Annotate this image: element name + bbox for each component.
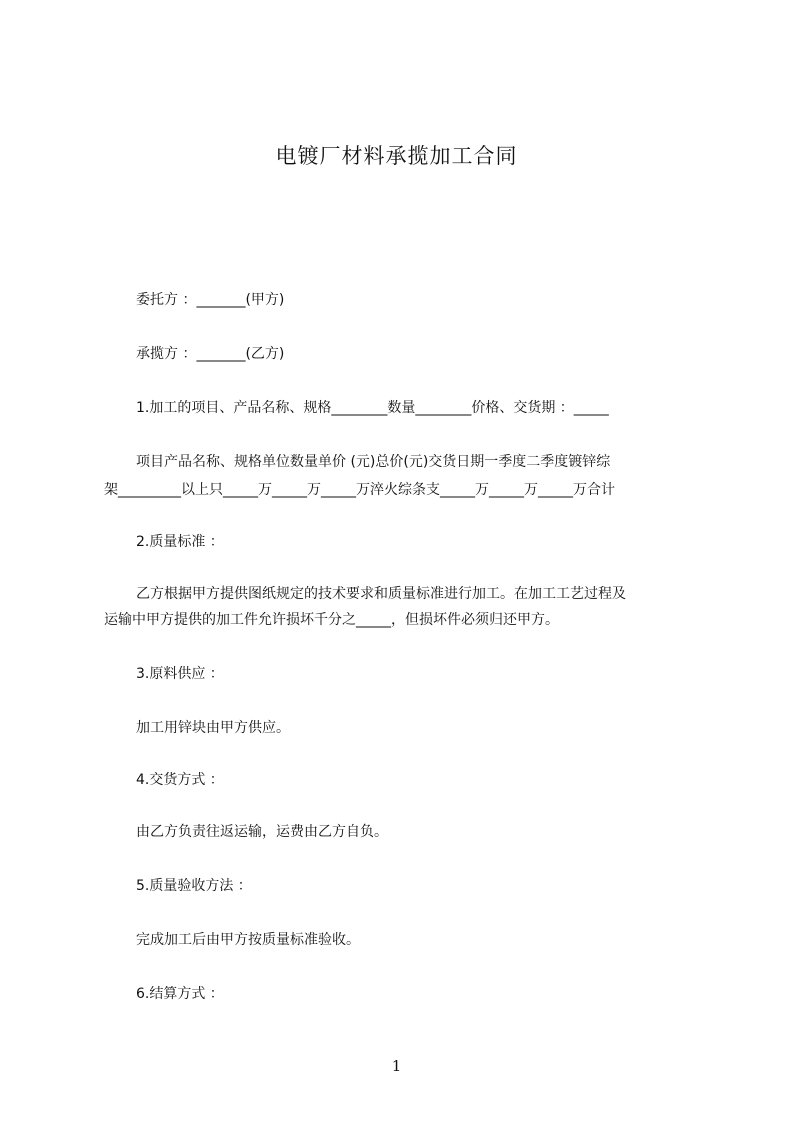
clause-5-heading: 5.质量验收方法 ： xyxy=(136,878,252,894)
party-b-line: 承揽方 ：_______(乙方) xyxy=(136,346,285,362)
clause-1-table-line-2: 架_________以上只_____万_____万_____万淬火综条支_____万_____万_____万合计 xyxy=(104,482,615,498)
clause-1-table-line-1: 项目产品名称、规格单位数量单价 (元)总价(元)交货日期一季度二季度镀锌综 xyxy=(136,454,611,470)
clause-4-text: 由乙方负责往返运输，运费由乙方自负。 xyxy=(136,824,388,840)
clause-2-text-line-1: 乙方根据甲方提供图纸规定的技术要求和质量标准进行加工。在加工工艺过程及 xyxy=(136,586,626,602)
clause-2-heading: 2.质量标准 ： xyxy=(136,534,224,550)
clause-3-heading: 3.原料供应 ： xyxy=(136,666,224,682)
clause-5-text: 完成加工后由甲方按质量标准验收。 xyxy=(136,932,360,948)
clause-4-heading: 4.交货方式 ： xyxy=(136,772,224,788)
clause-3-text: 加工用锌块由甲方供应。 xyxy=(136,720,290,736)
party-a-line: 委托方 ：_______(甲方) xyxy=(136,292,285,308)
clause-6-heading: 6.结算方式 ： xyxy=(136,986,224,1002)
clause-2-text-line-2: 运输中甲方提供的加工件允许损坏千分之_____，但损坏件必须归还甲方。 xyxy=(104,612,559,628)
clause-1-heading: 1.加工的项目、产品名称、规格________数量________价格、交货期 ：_____ xyxy=(136,400,609,416)
page-number: 1 xyxy=(391,1057,402,1075)
document-title: 电镀厂材料承揽加工合同 xyxy=(275,144,518,168)
